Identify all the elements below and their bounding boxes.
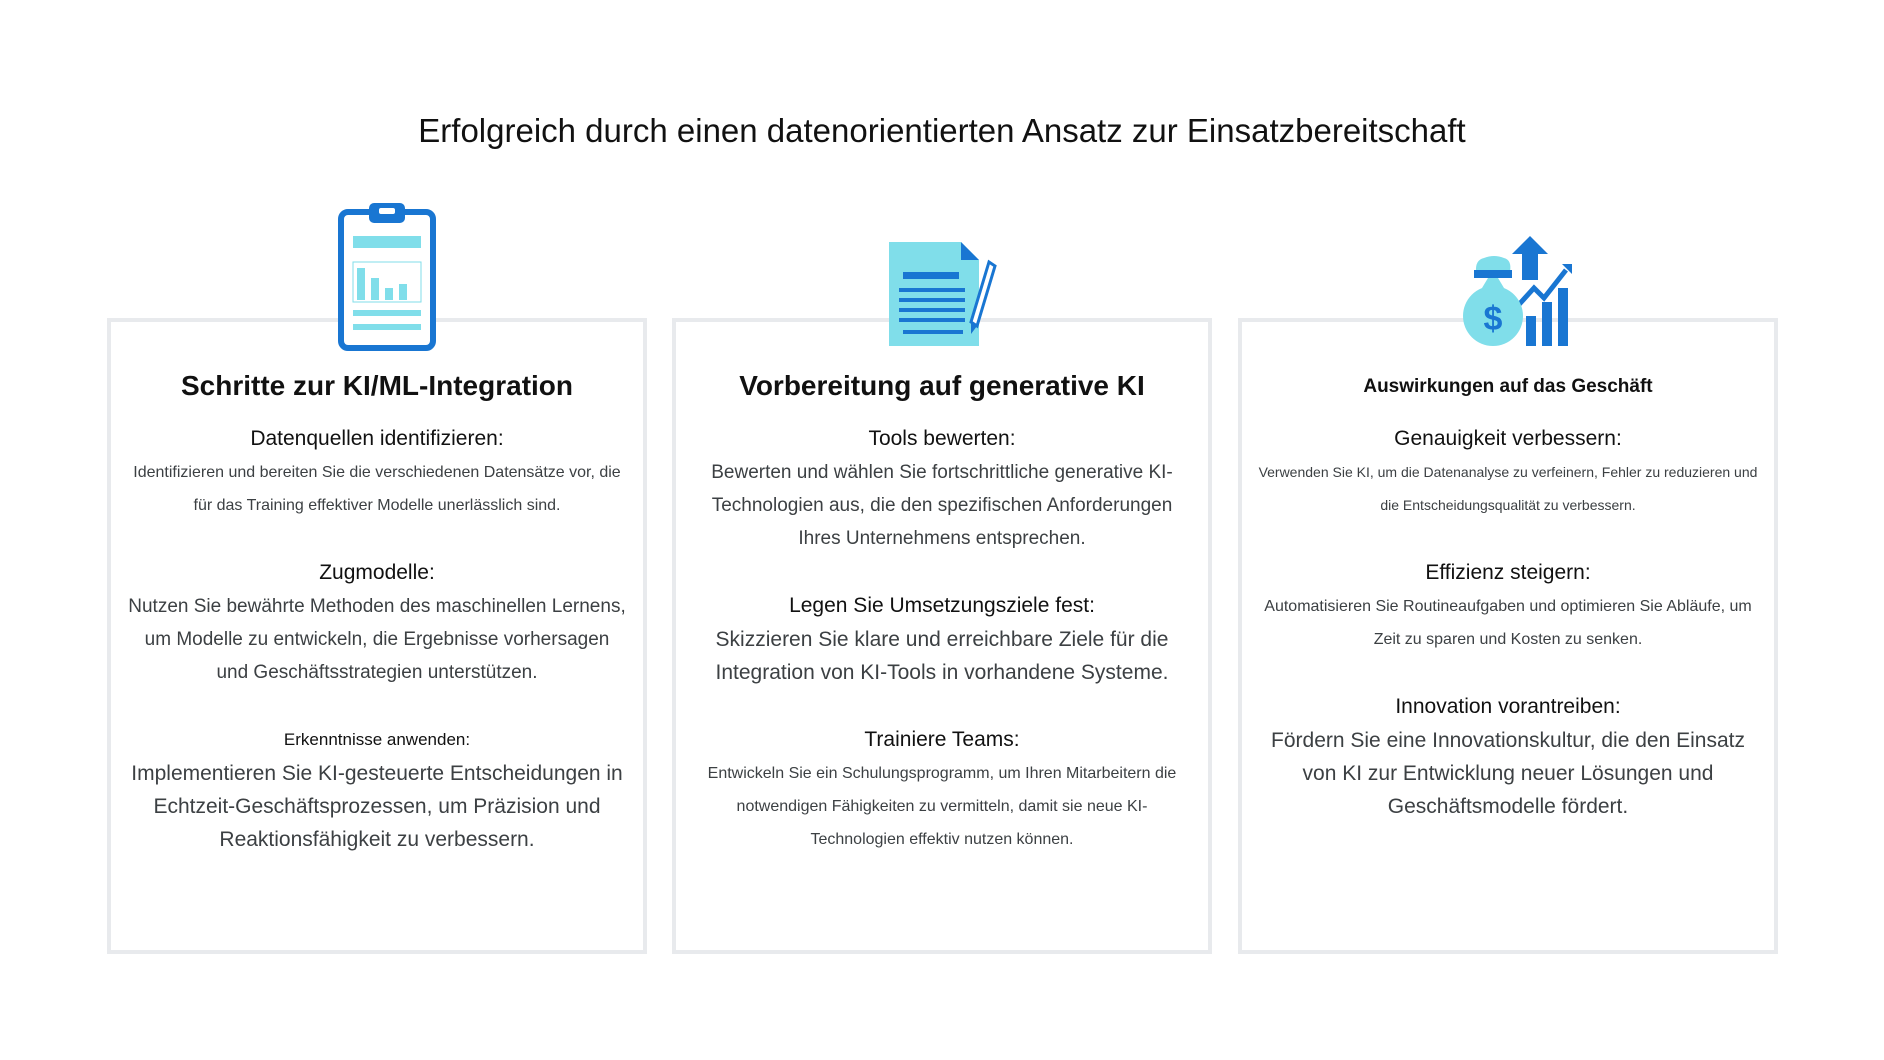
money-bag-growth-icon xyxy=(1458,236,1583,351)
section xyxy=(127,723,627,856)
section-title: Effizienz steigern: xyxy=(1425,561,1591,584)
document-pen-icon xyxy=(885,238,1000,350)
section-title: Legen Sie Umsetzungsziele fest: xyxy=(789,594,1095,617)
card-heading: Auswirkungen auf das Geschäft xyxy=(1363,376,1653,397)
section-body: Nutzen Sie bewährte Methoden des maschinellen Lernens, um Modelle zu entwickeln, die Ergebnisse vorhersagen und Geschäftsstrategien unterstützen. xyxy=(128,596,626,683)
section-title: Innovation vorantreiben: xyxy=(1395,695,1621,718)
card-business-impact xyxy=(1238,318,1778,954)
card-sections xyxy=(127,422,627,890)
section-body: Bewerten und wählen Sie fortschrittliche generative KI-Technologien aus, die den spezifischen Anforderungen Ihres Unternehmens entsprechen. xyxy=(711,462,1173,549)
section-title: Trainiere Teams: xyxy=(864,728,1020,751)
section-title: Genauigkeit verbessern: xyxy=(1394,427,1622,450)
section xyxy=(1258,690,1758,823)
section-title: Erkenntnisse anwenden: xyxy=(283,730,471,749)
card-heading: Schritte zur KI/ML-Integration xyxy=(181,370,573,401)
section-title: Datenquellen identifizieren: xyxy=(250,427,504,450)
section-body: Automatisieren Sie Routineaufgaben und optimieren Sie Abläufe, um Zeit zu sparen und Kosten zu senken. xyxy=(1264,598,1752,648)
card-generative-ki xyxy=(672,318,1212,954)
card-ki-ml-integration xyxy=(107,318,647,954)
section xyxy=(692,422,1192,555)
clipboard-chart-icon xyxy=(337,200,437,352)
card-sections xyxy=(692,422,1192,890)
section-title: Tools bewerten: xyxy=(868,427,1016,450)
section xyxy=(1258,556,1758,656)
section xyxy=(127,556,627,689)
section xyxy=(692,723,1192,856)
section xyxy=(127,422,627,522)
section-body: Fördern Sie eine Innovationskultur, die den Einsatz von KI zur Entwicklung neuer Lösungen und Geschäftsmodelle fördert. xyxy=(1271,729,1745,818)
section-body: Entwickeln Sie ein Schulungsprogramm, um Ihren Mitarbeitern die notwendigen Fähigkeiten zu vermitteln, damit sie neue KI-Technologien effektiv nutzen können. xyxy=(707,765,1177,848)
section-body: Implementieren Sie KI-gesteuerte Entscheidungen in Echtzeit-Geschäftsprozessen, um Präzision und Reaktionsfähigkeit zu verbessern. xyxy=(131,762,623,851)
section-body: Identifizieren und bereiten Sie die verschiedenen Datensätze vor, die für das Training effektiver Modelle unerlässlich sind. xyxy=(133,464,621,514)
section-body: Verwenden Sie KI, um die Datenanalyse zu verfeinern, Fehler zu reduzieren und die Entscheidungsqualität zu verbessern. xyxy=(1258,464,1758,513)
section-title: Zugmodelle: xyxy=(319,561,435,584)
card-sections xyxy=(1258,422,1758,857)
section-body: Skizzieren Sie klare und erreichbare Ziele für die Integration von KI-Tools in vorhandene Systeme. xyxy=(715,628,1169,684)
section xyxy=(1258,422,1758,522)
svg-text:$: $ xyxy=(1483,300,1503,338)
section xyxy=(692,589,1192,689)
page-title: Erfolgreich durch einen datenorientierten Ansatz zur Einsatzbereitschaft xyxy=(418,112,1466,149)
card-heading: Vorbereitung auf generative KI xyxy=(739,370,1145,401)
